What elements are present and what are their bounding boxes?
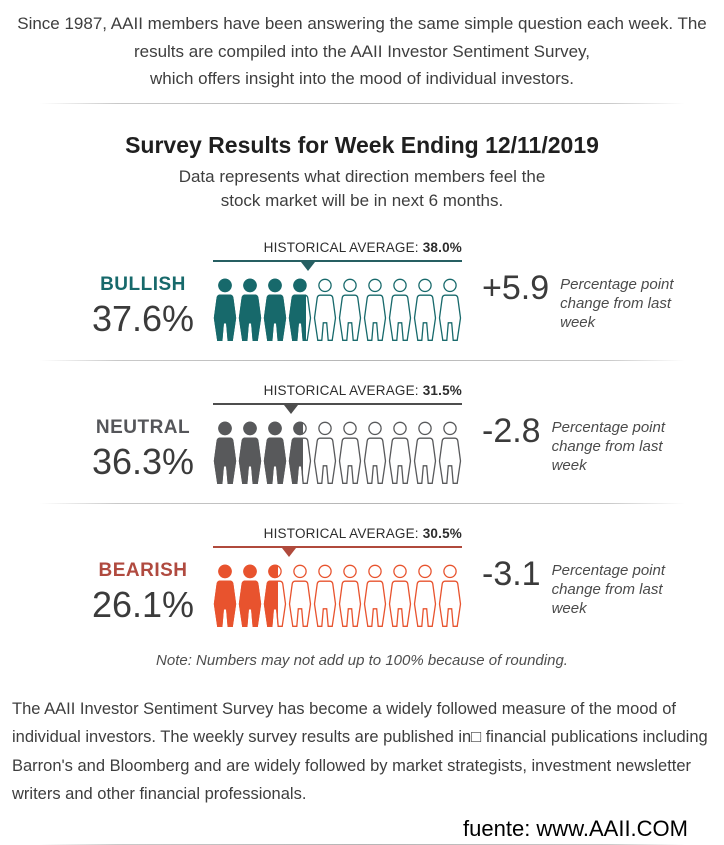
person-icon (313, 421, 337, 485)
historical-average-line (213, 260, 462, 262)
person-icon (338, 564, 362, 628)
person-icon (313, 278, 337, 342)
average-marker-icon (284, 405, 298, 414)
sentiment-label-block (32, 274, 198, 342)
change-description: Percentage point change from last week (551, 418, 666, 474)
footer-paragraph: The AAII Investor Sentiment Survey has become a widely followed measure of the mood of individual investors. The weekly survey results are published in□ financial publications including Barron's and Bloomberg and are widely followed by market strategists, investment newsletter writers and other financial professionals. (12, 699, 708, 803)
historical-average-value: 38.0% (422, 239, 462, 255)
historical-average-label: HISTORICAL AVERAGE: (263, 239, 419, 255)
person-icon (338, 278, 362, 342)
divider (40, 360, 685, 361)
intro-line: results are compiled into the AAII Investor Sentiment Survey, (133, 41, 591, 61)
person-icon (238, 564, 262, 628)
change-value: -2.8 (482, 411, 541, 450)
historical-average-label: HISTORICAL AVERAGE: (263, 382, 419, 398)
sentiment-label: NEUTRAL (95, 416, 191, 438)
historical-average (213, 383, 462, 398)
person-icon (288, 564, 312, 628)
person-icon (213, 278, 237, 342)
person-icon (213, 564, 237, 628)
historical-average-line (213, 403, 462, 405)
person-icon (388, 564, 412, 628)
person-icon (213, 421, 237, 485)
person-icon (288, 278, 312, 342)
person-icon (288, 421, 312, 485)
sentiment-label-block (32, 417, 198, 485)
historical-average (213, 240, 462, 255)
historical-average (213, 526, 462, 541)
sentiment-label-block (32, 560, 198, 628)
rounding-note: Note: Numbers may not add up to 100% because of rounding. (156, 651, 568, 669)
person-icon (313, 564, 337, 628)
person-icon (263, 564, 287, 628)
person-icon (413, 278, 437, 342)
change-value: +5.9 (482, 268, 550, 307)
person-icon (363, 278, 387, 342)
historical-average-value: 31.5% (422, 382, 462, 398)
person-icon (238, 421, 262, 485)
person-icon (438, 421, 462, 485)
person-icon (338, 421, 362, 485)
sentiment-percent: 37.6% (91, 297, 195, 339)
person-icon (388, 421, 412, 485)
person-icon (413, 421, 437, 485)
historical-average-value: 30.5% (422, 525, 462, 541)
intro-text (0, 0, 724, 93)
person-icon (363, 564, 387, 628)
intro-line: which offers insight into the mood of individual investors. (150, 69, 574, 89)
person-icon (263, 278, 287, 342)
person-icon (413, 564, 437, 628)
divider (40, 103, 685, 104)
sentiment-label: BEARISH (98, 559, 188, 581)
change-value: -3.1 (482, 554, 541, 593)
page-title: Survey Results for Week Ending 12/11/2019 (125, 131, 599, 158)
sentiment-percent: 36.3% (91, 440, 195, 482)
source-text: fuente: www.AAII.COM (463, 816, 688, 842)
person-icon (438, 278, 462, 342)
person-icon (238, 278, 262, 342)
sentiment-section-neutral (32, 383, 692, 485)
sentiment-percent: 26.1% (91, 583, 195, 625)
page-subtitle (0, 165, 724, 214)
subtitle-line: Data represents what direction members feel the (178, 166, 546, 186)
subtitle-line: stock market will be in next 6 months. (220, 191, 504, 211)
average-marker-icon (301, 262, 315, 271)
sentiment-section-bearish (32, 526, 692, 628)
change-description: Percentage point change from last week (551, 561, 666, 617)
sentiment-label: BULLISH (100, 273, 186, 295)
person-icon (438, 564, 462, 628)
divider (40, 503, 685, 504)
person-icon (388, 278, 412, 342)
pictograph-row (213, 564, 462, 628)
pictograph-row (213, 278, 462, 342)
average-marker-icon (282, 548, 296, 557)
sentiment-section-bullish (32, 240, 692, 342)
person-icon (363, 421, 387, 485)
intro-line: Since 1987, AAII members have been answering the same simple question each week. The (17, 14, 707, 33)
historical-average-line (213, 546, 462, 548)
person-icon (263, 421, 287, 485)
pictograph-row (213, 421, 462, 485)
change-description: Percentage point change from last week (560, 275, 674, 331)
historical-average-label: HISTORICAL AVERAGE: (263, 525, 419, 541)
